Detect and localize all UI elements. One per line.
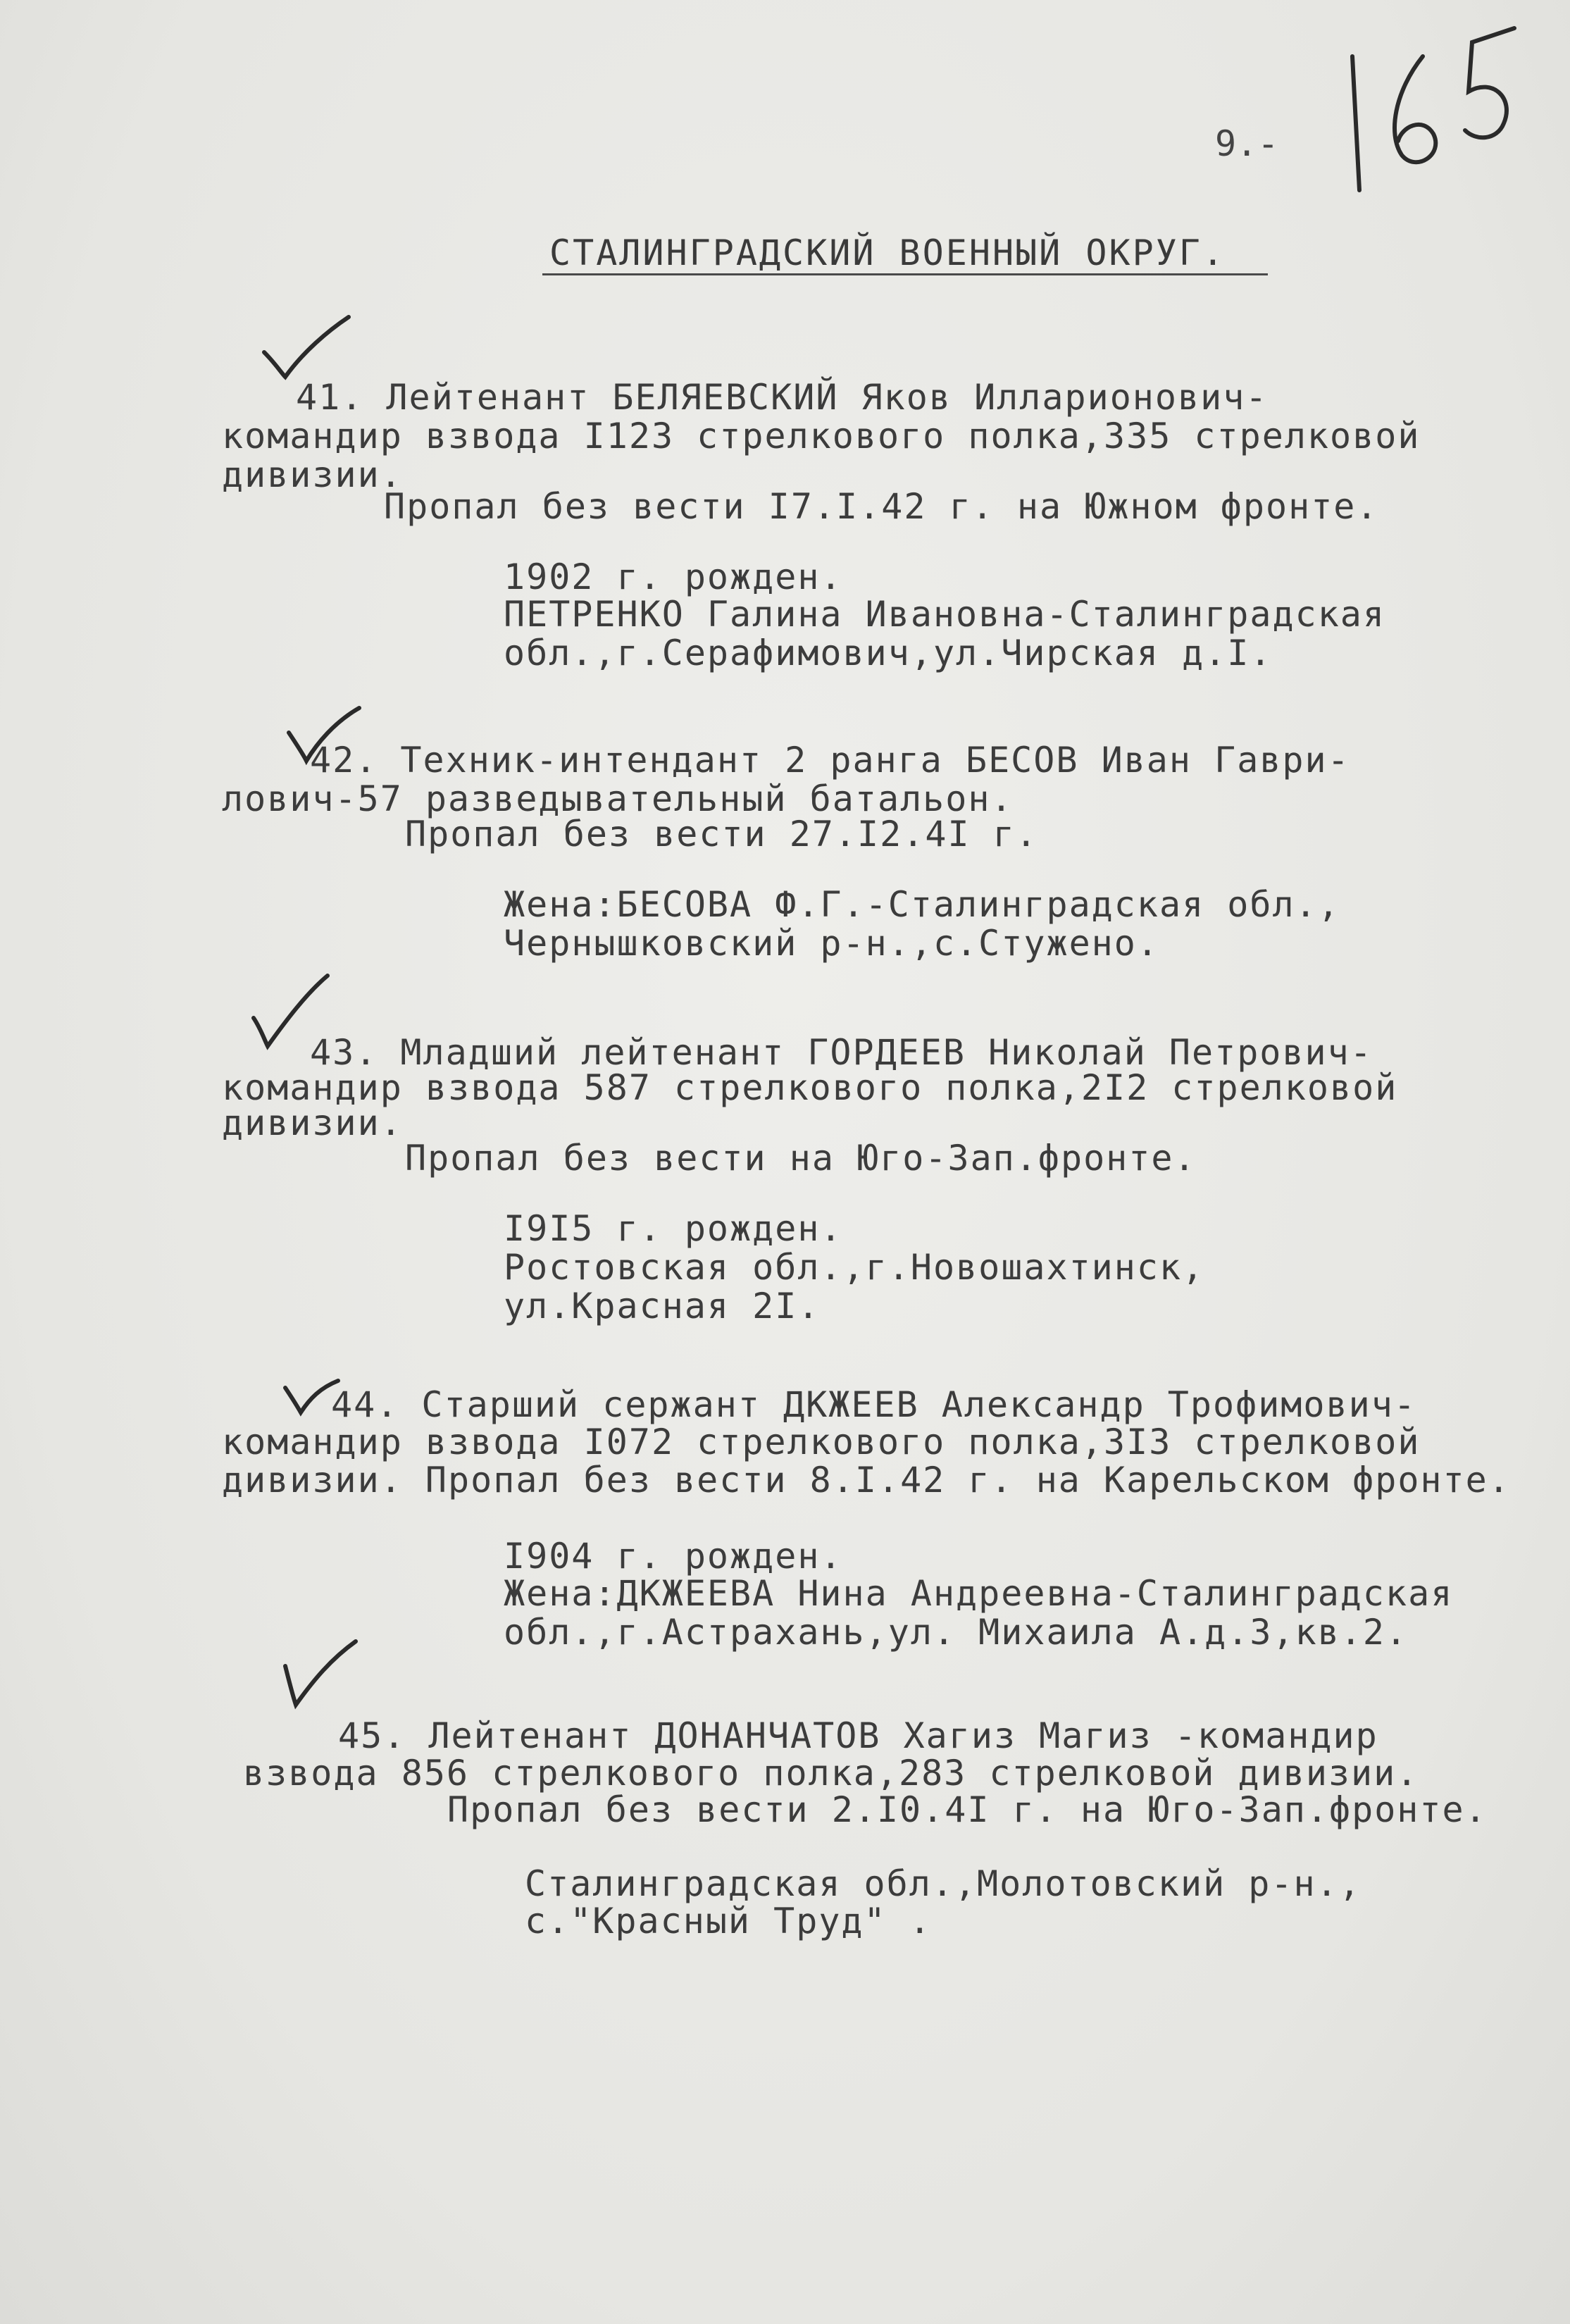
document-heading: СТАЛИНГРАДСКИЙ ВОЕННЫЙ ОКРУГ. <box>549 232 1226 273</box>
entry-45-line-1: 45. Лейтенант ДОНАНЧАТОВ Хагиз Магиз -командир <box>338 1715 1378 1756</box>
handwritten-page-number <box>1331 14 1528 211</box>
entry-43-detail-3: ул.Красная 2I. <box>504 1286 821 1326</box>
entry-43-line-2: командир взвода 587 стрелкового полка,2I2 стрелковой <box>222 1067 1398 1108</box>
entry-41-detail-3: обл.,г.Серафимович,ул.Чирская д.I. <box>504 633 1273 673</box>
entry-42-line-3: Пропал без вести 27.I2.4I г. <box>405 814 1038 855</box>
entry-44-line-3: дивизии. Пропал без вести 8.I.42 г. на Карельском фронте. <box>222 1460 1511 1500</box>
handwritten-165-mark <box>1331 14 1528 211</box>
typed-page-number: 9.- <box>1215 123 1279 164</box>
entry-43-detail-1: I9I5 г. рожден. <box>504 1208 843 1249</box>
entry-41-line-4: Пропал без вести I7.I.42 г. на Южном фронте. <box>384 486 1379 527</box>
entry-44-detail-1: I904 г. рожден. <box>504 1536 843 1577</box>
entry-41-line-1: 41. Лейтенант БЕЛЯЕВСКИЙ Яков Илларионович- <box>296 377 1269 418</box>
entry-43-line-1: 43. Младший лейтенант ГОРДЕЕВ Николай Петрович- <box>310 1032 1373 1073</box>
entry-44-line-1: 44. Старший сержант ДКЖЕЕВ Александр Трофимович- <box>331 1384 1416 1425</box>
entry-44-detail-2: Жена:ДКЖЕЕВА Нина Андреевна-Сталинградская <box>504 1573 1454 1614</box>
entry-42-line-1: 42. Техник-интендант 2 ранга БЕСОВ Иван Гаври- <box>310 740 1350 781</box>
entry-43-line-3: дивизии. <box>222 1102 403 1143</box>
entry-43-line-4: Пропал без вести на Юго-Зап.фронте. <box>405 1138 1197 1179</box>
heading-underline <box>542 273 1268 275</box>
entry-42-detail-2: Чернышковский р-н.,с.Стужено. <box>504 923 1159 964</box>
entry-41-detail-1: 1902 г. рожден. <box>504 557 843 597</box>
entry-42-line-2: лович-57 разведывательный батальон. <box>222 778 1014 819</box>
entry-41-line-2: командир взвода I123 стрелкового полка,335 стрелковой <box>222 416 1421 456</box>
entry-44-line-2: командир взвода I072 стрелкового полка,3I3 стрелковой <box>222 1422 1421 1462</box>
entry-43-detail-2: Ростовская обл.,г.Новошахтинск, <box>504 1247 1205 1288</box>
entry-45-line-3: Пропал без вести 2.I0.4I г. на Юго-Зап.фронте. <box>447 1789 1488 1830</box>
entry-44-detail-3: обл.,г.Астрахань,ул. Михаила А.д.3,кв.2. <box>504 1612 1409 1653</box>
entry-45-detail-2: с."Красный Труд" . <box>525 1901 932 1941</box>
entry-45-detail-1: Сталинградская обл.,Молотовский р-н., <box>525 1863 1362 1904</box>
entry-41-line-3: дивизии. <box>222 454 403 495</box>
entry-42-detail-1: Жена:БЕСОВА Ф.Г.-Сталинградская обл., <box>504 884 1340 925</box>
entry-41-detail-2: ПЕТРЕНКО Галина Ивановна-Сталинградская <box>504 594 1385 635</box>
entry-45-line-2: взвода 856 стрелкового полка,283 стрелковой дивизии. <box>243 1753 1419 1794</box>
